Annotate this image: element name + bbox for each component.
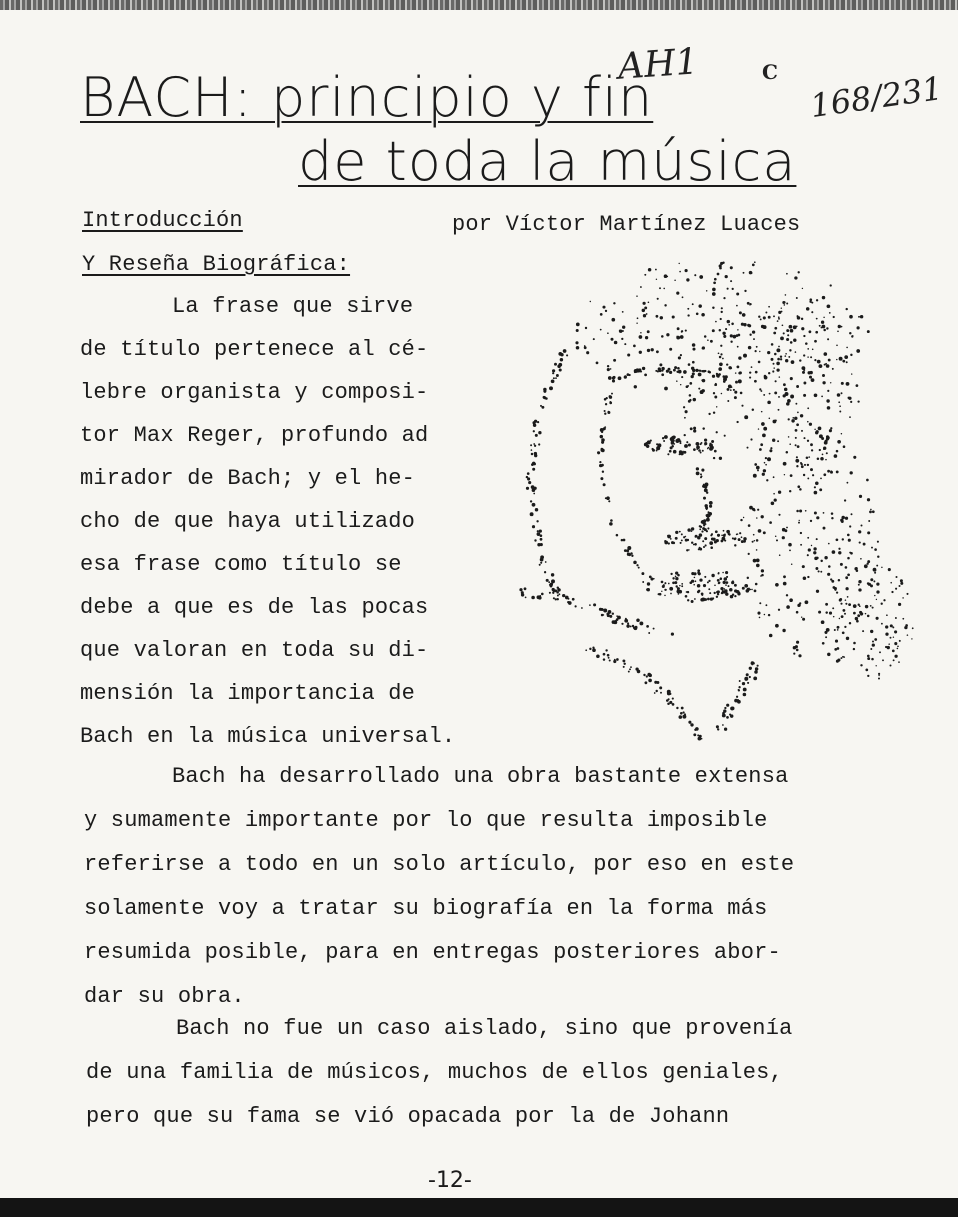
text-line: La frase que sirve (172, 294, 414, 319)
portrait-illustration (470, 240, 920, 750)
handwritten-mark-2: C (762, 60, 778, 84)
text-line: de una familia de músicos, muchos de ellos geniales, (86, 1060, 783, 1085)
section-heading-line-2: Y Reseña Biográfica: (82, 252, 351, 277)
text-line: solamente voy a tratar su biografía en la forma más (84, 896, 768, 921)
handwritten-reference: 168/231 (808, 68, 945, 126)
title-line-1: BACH: principio y fin (80, 66, 654, 129)
page-number: -12- (428, 1168, 472, 1193)
text-line: Bach en la música universal. (80, 724, 456, 749)
scan-edge-top (0, 0, 958, 10)
title-line-2: de toda la música (298, 130, 797, 193)
text-line: debe a que es de las pocas (80, 595, 429, 620)
text-line: Bach ha desarrollado una obra bastante extensa (172, 764, 789, 789)
text-line: cho de que haya utilizado (80, 509, 416, 534)
section-heading-line-1: Introducción (82, 208, 243, 233)
handwritten-mark-1: AH1 (616, 41, 700, 88)
text-line: mensión la importancia de (80, 681, 416, 706)
text-line: lebre organista y composi- (80, 380, 429, 405)
text-line: pero que su fama se vió opacada por la de Johann (86, 1104, 730, 1129)
text-line: Bach no fue un caso aislado, sino que provenía (176, 1016, 793, 1041)
text-line: dar su obra. (84, 984, 245, 1009)
text-line: esa frase como título se (80, 552, 402, 577)
text-line: referirse a todo en un solo artículo, por eso en este (84, 852, 795, 877)
text-line: mirador de Bach; y el he- (80, 466, 416, 491)
text-line: que valoran en toda su di- (80, 638, 429, 663)
text-line: tor Max Reger, profundo ad (80, 423, 429, 448)
text-line: de título pertenece al cé- (80, 337, 429, 362)
text-line: y sumamente importante por lo que resulta imposible (84, 808, 768, 833)
scan-edge-bottom (0, 1198, 958, 1217)
text-line: resumida posible, para en entregas posteriores abor- (84, 940, 781, 965)
byline: por Víctor Martínez Luaces (452, 212, 801, 237)
